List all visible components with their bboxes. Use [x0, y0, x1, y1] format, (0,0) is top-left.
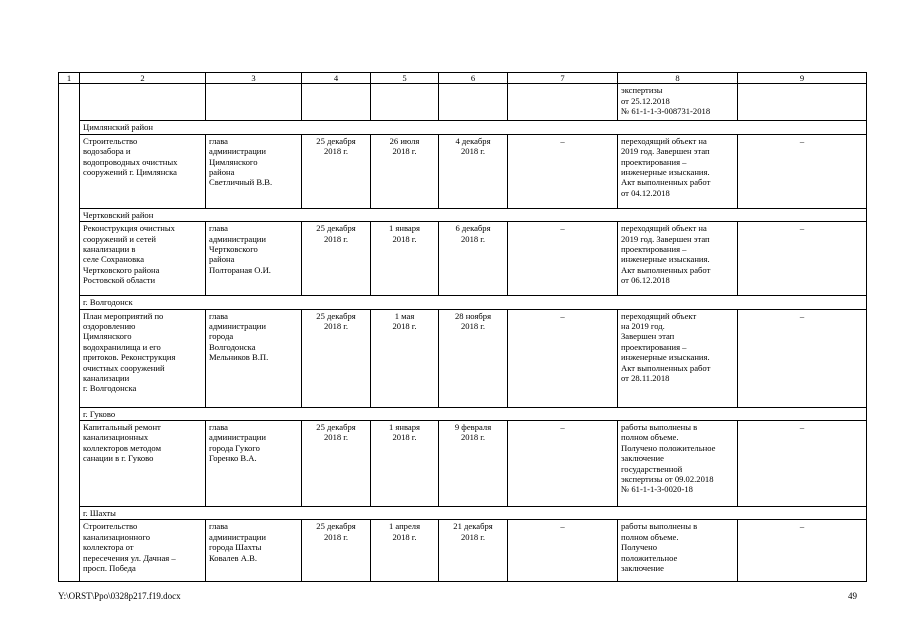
object-name-cell: Строительство канализационного коллектора от пересечения ул. Дачная – просп. Победа — [80, 520, 206, 582]
date-cell: 4 декабря 2018 г. — [439, 134, 508, 208]
section-title: г. Волгодонск — [80, 296, 867, 309]
column-number: 7 — [508, 73, 618, 84]
table-row — [59, 309, 867, 407]
section-header-row — [59, 407, 867, 420]
dash-cell: – — [508, 520, 618, 582]
status-cell: работы выполнены в полном объеме. Получено положительное заключение государственной экспертизы от 09.02.2018 № 61-1-1-3-0020-18 — [618, 421, 738, 507]
date-cell: 26 июля 2018 г. — [371, 134, 439, 208]
object-name-cell: Капитальный ремонт канализационных коллекторов методом санации в г. Гуково — [80, 421, 206, 507]
column-number: 4 — [302, 73, 371, 84]
status-cell: переходящий объект на 2019 год. Завершен этап проектирования – инженерные изыскания. Акт выполненных работ от 04.12.2018 — [618, 134, 738, 208]
date-cell: 25 декабря 2018 г. — [302, 134, 371, 208]
date-cell: 28 ноября 2018 г. — [439, 309, 508, 407]
date-cell: 1 января 2018 г. — [371, 222, 439, 296]
table-row — [59, 134, 867, 208]
footer-file-path: Y:\ORST\Ppo\0328p217.f19.docx — [58, 591, 181, 601]
section-title: Чертковский район — [80, 208, 867, 221]
number-cell-empty — [59, 84, 80, 582]
dash-cell: – — [738, 520, 867, 582]
date-cell: 25 декабря 2018 г. — [302, 222, 371, 296]
table-row — [59, 222, 867, 296]
section-header-row — [59, 121, 867, 134]
status-cell: экспертизы от 25.12.2018 № 61-1-1-3-008731-2018 — [618, 84, 738, 121]
section-title: г. Гуково — [80, 407, 867, 420]
status-cell: работы выполнены в полном объеме. Получено положительное заключение — [618, 520, 738, 582]
column-number: 2 — [80, 73, 206, 84]
section-header-row — [59, 296, 867, 309]
date-cell: 9 февраля 2018 г. — [439, 421, 508, 507]
column-number: 9 — [738, 73, 867, 84]
column-number: 3 — [206, 73, 302, 84]
dash-cell: – — [738, 222, 867, 296]
date-cell: 1 мая 2018 г. — [371, 309, 439, 407]
date-cell: 25 декабря 2018 г. — [302, 309, 371, 407]
table-row-continuation — [59, 84, 867, 121]
date-cell: 1 января 2018 г. — [371, 421, 439, 507]
date-cell: 1 апреля 2018 г. — [371, 520, 439, 582]
dash-cell: – — [508, 134, 618, 208]
responsible-cell: глава администрации Цимлянского района Светличный В.В. — [206, 134, 302, 208]
page-number: 49 — [848, 591, 857, 601]
object-name-cell: Строительство водозабора и водопроводных очистных сооружений г. Цимлянска — [80, 134, 206, 208]
responsible-cell: глава администрации Чертковского района Полтораная О.И. — [206, 222, 302, 296]
dash-cell: – — [738, 421, 867, 507]
column-number: 8 — [618, 73, 738, 84]
dash-cell: – — [508, 309, 618, 407]
column-number: 1 — [59, 73, 80, 84]
schedule-table — [58, 72, 867, 582]
status-cell: переходящий объект на 2019 год. Завершен этап проектирования – инженерные изыскания. Акт выполненных работ от 28.11.2018 — [618, 309, 738, 407]
table-row — [59, 421, 867, 507]
date-cell: 21 декабря 2018 г. — [439, 520, 508, 582]
object-name-cell: Реконструкция очистных сооружений и сетей канализации в селе Сохрановка Чертковского района Ростовской области — [80, 222, 206, 296]
section-title: г. Шахты — [80, 507, 867, 520]
section-title: Цимлянский район — [80, 121, 867, 134]
section-header-row — [59, 208, 867, 221]
dash-cell: – — [738, 134, 867, 208]
date-cell: 25 декабря 2018 г. — [302, 421, 371, 507]
responsible-cell: глава администрации города Шахты Ковалев А.В. — [206, 520, 302, 582]
column-number: 5 — [371, 73, 439, 84]
responsible-cell: глава администрации города Волгодонска Мельников В.П. — [206, 309, 302, 407]
dash-cell: – — [508, 222, 618, 296]
column-number-row — [59, 73, 867, 84]
responsible-cell: глава администрации города Гукого Горенко В.А. — [206, 421, 302, 507]
date-cell: 6 декабря 2018 г. — [439, 222, 508, 296]
status-cell: переходящий объект на 2019 год. Завершен этап проектирования – инженерные изыскания. Акт выполненных работ от 06.12.2018 — [618, 222, 738, 296]
column-number: 6 — [439, 73, 508, 84]
dash-cell: – — [738, 309, 867, 407]
dash-cell: – — [508, 421, 618, 507]
table-row — [59, 520, 867, 582]
date-cell: 25 декабря 2018 г. — [302, 520, 371, 582]
section-header-row — [59, 507, 867, 520]
object-name-cell: План мероприятий по оздоровлению Цимлянского водохранилища и его притоков. Реконструкция очистных сооружений канализации г. Волгодонска — [80, 309, 206, 407]
